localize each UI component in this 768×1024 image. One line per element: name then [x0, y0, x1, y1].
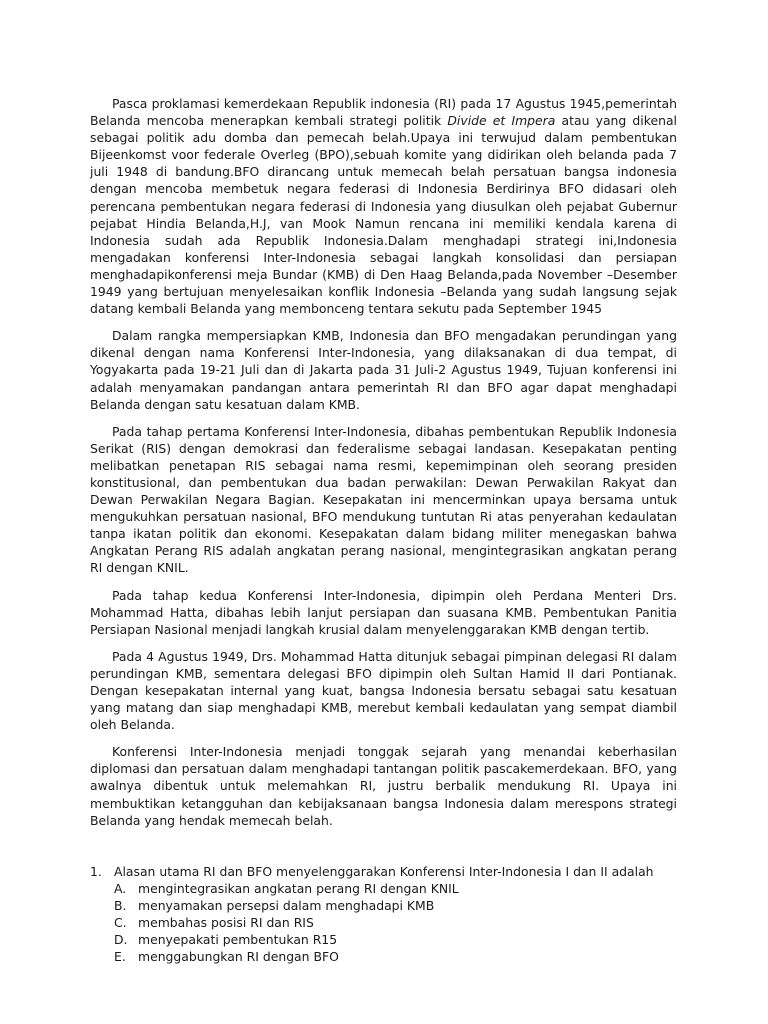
paragraph-4: Pada tahap kedua Konferensi Inter-Indonesia, dipimpin oleh Perdana Menteri Drs. Mohammad Hatta, dibahas lebih lanjut persiapan dan suasana KMB. Pembentukan Panitia Persiapan Nasional menjadi langkah krusial dalam menyelenggarakan KMB dengan tertib. — [90, 587, 677, 637]
option-c — [114, 914, 677, 931]
option-text: menggabungkan RI dengan BFO — [138, 949, 339, 965]
option-a — [114, 880, 677, 897]
paragraph-1-emphasis: Divide et Impera — [447, 113, 556, 129]
option-letter: B. — [114, 897, 127, 913]
paragraph-5: Pada 4 Agustus 1949, Drs. Mohammad Hatta ditunjuk sebagai pimpinan delegasi RI dalam perundingan KMB, sementara delegasi BFO dipimpin oleh Sultan Hamid II dari Pontianak. Dengan kesepakatan internal yang kuat, bangsa Indonesia bersatu sebagai satu kesatuan yang matang dan siap menghadapi KMB, merebut kembali kedaulatan yang sempat diambil oleh Belanda. — [90, 648, 677, 733]
option-b — [114, 897, 677, 914]
question-number: 1. — [90, 863, 102, 879]
answer-options — [90, 880, 677, 965]
option-e — [114, 948, 677, 965]
document-body — [90, 95, 677, 965]
option-text: menyepakati pembentukan R15 — [138, 932, 338, 948]
paragraph-1-text-a: Pasca proklamasi kemerdekaan Republik indonesia (RI) pada 17 Agustus 1945,pemerintah Belanda mencoba menerapkan kembali strategi politik — [90, 96, 677, 129]
question-1 — [90, 863, 677, 966]
paragraph-6: Konferensi Inter-Indonesia menjadi tonggak sejarah yang menandai keberhasilan diplomasi dan persatuan dalam menghadapi tantangan politik pascakemerdekaan. BFO, yang awalnya dibentuk untuk melemahkan RI, justru berbalik mendukung RI. Upaya ini membuktikan ketangguhan dan kebijaksanaan bangsa Indonesia dalam merespons strategi Belanda yang hendak memecah belah. — [90, 744, 677, 828]
option-d — [114, 931, 677, 948]
paragraph-1-text-b: atau yang dikenal sebagai politik adu domba dan pemecah belah.Upaya ini terwujud dalam pembentukan Bijeenkomst voor federale Overleg (BPO),sebuah komite yang didirikan oleh belanda pada 7 juli 1948 di bandung.BFO dirancang untuk memecah belah persatuan bangsa indonesia dengan mencoba membetuk negara federasi di Indonesia Berdirinya BFO didasari oleh perencana pembentukan negara federasi di Indonesia yang diusulkan oleh pejabat Gubernur pejabat Hindia Belanda,H.J, van Mook Namun rencana ini memiliki kendala karena di Indonesia sudah ada Republik Indonesia.Dalam menghadapi strategi ini,Indonesia mengadakan konferensi Inter-Indonesia sebagai langkah konsolidasi dan persiapan menghadapikonferensi meja Bundar (KMB) di Den Haag Belanda,pada November –Desember 1949 yang bertujuan menyelesaikan konflik Indonesia –Belanda yang sudah langsung sejak datang kembali Belanda yang membonceng tentara sekutu pada September 1945 — [90, 113, 677, 317]
paragraph-3: Pada tahap pertama Konferensi Inter-Indonesia, dibahas pembentukan Republik Indonesia Serikat (RIS) dengan demokrasi dan federalisme sebagai landasan. Kesepakatan penting melibatkan penetapan RIS sebagai nama resmi, kepemimpinan oleh seorang presiden konstitusional, dan pembentukan dua badan perwakilan: Dewan Perwakilan Rakyat dan Dewan Perwakilan Negara Bagian. Kesepakatan ini mencerminkan upaya bersama untuk mengukuhkan persatuan nasional, BFO mendukung tuntutan Ri atas penyerahan kedaulatan tanpa ikatan politik dan ekonomi. Kesepakatan dalam bidang militer menegaskan bahwa Angkatan Perang RIS adalah angkatan perang nasional, mengintegrasikan angkatan perang RI dengan KNIL. — [90, 423, 677, 576]
paragraph-1 — [90, 95, 677, 317]
option-text: membahas posisi RI dan RIS — [138, 915, 314, 931]
question-1-stem — [90, 863, 677, 880]
option-letter: A. — [114, 880, 127, 896]
option-letter: C. — [114, 915, 127, 931]
option-text: mengintegrasikan angkatan perang RI dengan KNIL — [138, 880, 459, 896]
option-text: menyamakan persepsi dalam menghadapi KMB — [138, 897, 435, 913]
option-letter: E. — [114, 949, 126, 965]
paragraph-2: Dalam rangka mempersiapkan KMB, Indonesia dan BFO mengadakan perundingan yang dikenal dengan nama Konferensi Inter-Indonesia, yang dilaksanakan di dua tempat, di Yogyakarta pada 19-21 Juli dan di Jakarta pada 31 Juli-2 Agustus 1949, Tujuan konferensi ini adalah menyamakan pandangan antara pemerintah RI dan BFO agar dapat menghadapi Belanda dengan satu kesatuan dalam KMB. — [90, 328, 677, 412]
question-text: Alasan utama RI dan BFO menyelenggarakan Konferensi Inter-Indonesia I dan II adalah — [114, 863, 654, 879]
option-letter: D. — [114, 932, 128, 948]
